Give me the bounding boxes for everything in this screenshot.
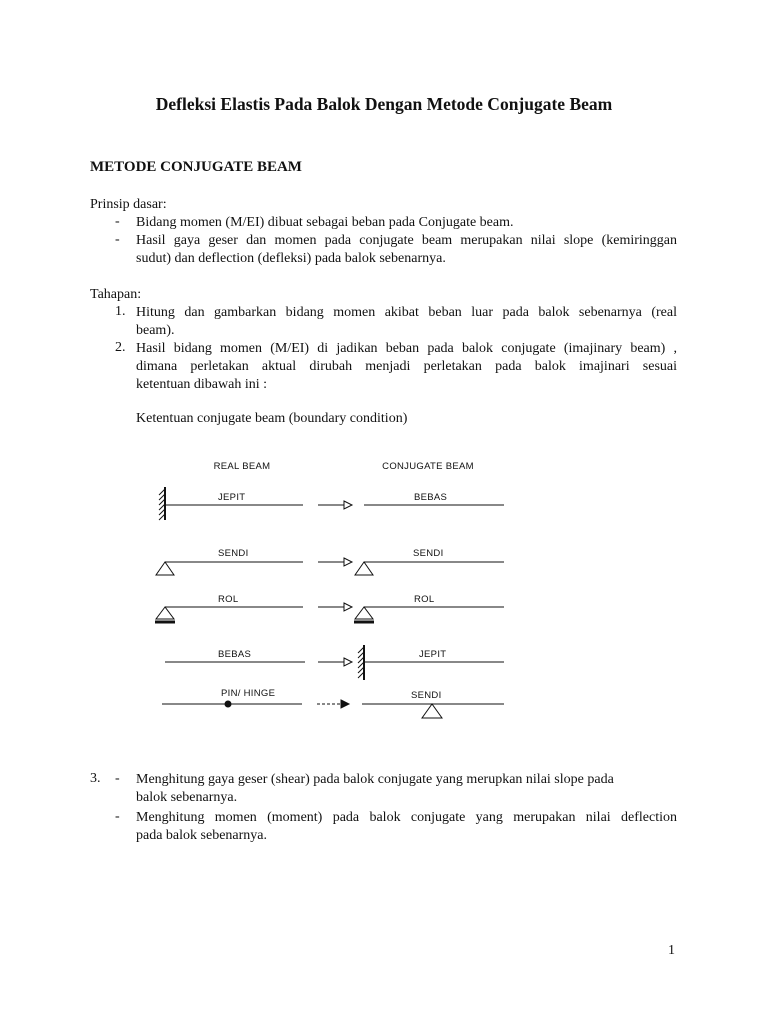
- bullet-dash: -: [115, 214, 120, 229]
- conj-support-label: SENDI: [413, 548, 444, 559]
- step-number: 3.: [90, 771, 101, 786]
- prinsip-bullet-2: Hasil gaya geser dan momen pada conjugate beam merupakan nilai slope (kemiringgan: [136, 233, 677, 248]
- real-support-label: BEBAS: [218, 649, 252, 660]
- real-support-label: PIN/ HINGE: [221, 688, 276, 699]
- arrow-icon: [318, 658, 352, 666]
- step-2-line-2: dimana perletakan aktual dirubah menjadi perletakan pada balok imajinari sesuai: [136, 359, 677, 374]
- roller-support-icon: [354, 607, 374, 622]
- real-support-label: JEPIT: [218, 492, 246, 503]
- pin-support-icon: [355, 562, 373, 575]
- real-support-label: ROL: [218, 594, 239, 605]
- prinsip-label: Prinsip dasar:: [90, 197, 167, 212]
- fixed-support-icon: [358, 645, 364, 680]
- roller-support-icon: [155, 607, 175, 622]
- step-3-item-1-line-1: Menghitung gaya geser (shear) pada balok conjugate yang merupkan nilai slope pada: [136, 772, 614, 787]
- step-number: 2.: [115, 340, 126, 355]
- boundary-condition-diagram: [0, 440, 768, 730]
- page-title: Defleksi Elastis Pada Balok Dengan Metode Conjugate Beam: [155, 94, 613, 114]
- bullet-dash: -: [115, 232, 120, 247]
- boundary-caption: Ketentuan conjugate beam (boundary condition): [136, 411, 408, 426]
- prinsip-bullet-1: Bidang momen (M/EI) dibuat sebagai beban pada Conjugate beam.: [136, 215, 514, 230]
- conjugate-beam-header: CONJUGATE BEAM: [382, 461, 474, 472]
- pin-support-icon: [422, 704, 442, 718]
- fixed-support-icon: [159, 487, 165, 520]
- bullet-dash: -: [115, 809, 120, 824]
- arrow-icon: [317, 700, 349, 708]
- step-1-line-1: Hitung dan gambarkan bidang momen akibat beban luar pada balok sebenarnya (real: [136, 305, 677, 320]
- step-number: 1.: [115, 304, 126, 319]
- step-2-line-3: ketentuan dibawah ini :: [136, 377, 268, 392]
- conj-support-label: JEPIT: [419, 649, 447, 660]
- conj-support-label: SENDI: [411, 690, 442, 701]
- conj-support-label: ROL: [414, 594, 435, 605]
- hinge-icon: [225, 701, 231, 707]
- step-3-item-1-line-2: balok sebenarnya.: [136, 790, 238, 805]
- bullet-dash: -: [115, 771, 120, 786]
- arrow-icon: [318, 603, 352, 611]
- conj-support-label: BEBAS: [414, 492, 448, 503]
- section-heading: METODE CONJUGATE BEAM: [90, 159, 302, 175]
- arrow-icon: [318, 501, 352, 509]
- step-1-line-2: beam).: [136, 323, 175, 338]
- real-support-label: SENDI: [218, 548, 249, 559]
- step-3-item-2-line-2: pada balok sebenarnya.: [136, 828, 267, 843]
- real-beam-header: REAL BEAM: [213, 461, 271, 472]
- step-3-item-2-line-1: Menghitung momen (moment) pada balok conjugate yang merupakan nilai deflection: [136, 810, 677, 825]
- tahapan-label: Tahapan:: [90, 287, 142, 302]
- pin-support-icon: [156, 562, 174, 575]
- prinsip-bullet-2-cont: sudut) dan deflection (defleksi) pada balok sebenarnya.: [136, 251, 446, 266]
- arrow-icon: [318, 558, 352, 566]
- step-2-line-1: Hasil bidang momen (M/EI) di jadikan beban pada balok conjugate (imajinary beam) ,: [136, 341, 677, 356]
- page-number: 1: [668, 943, 675, 958]
